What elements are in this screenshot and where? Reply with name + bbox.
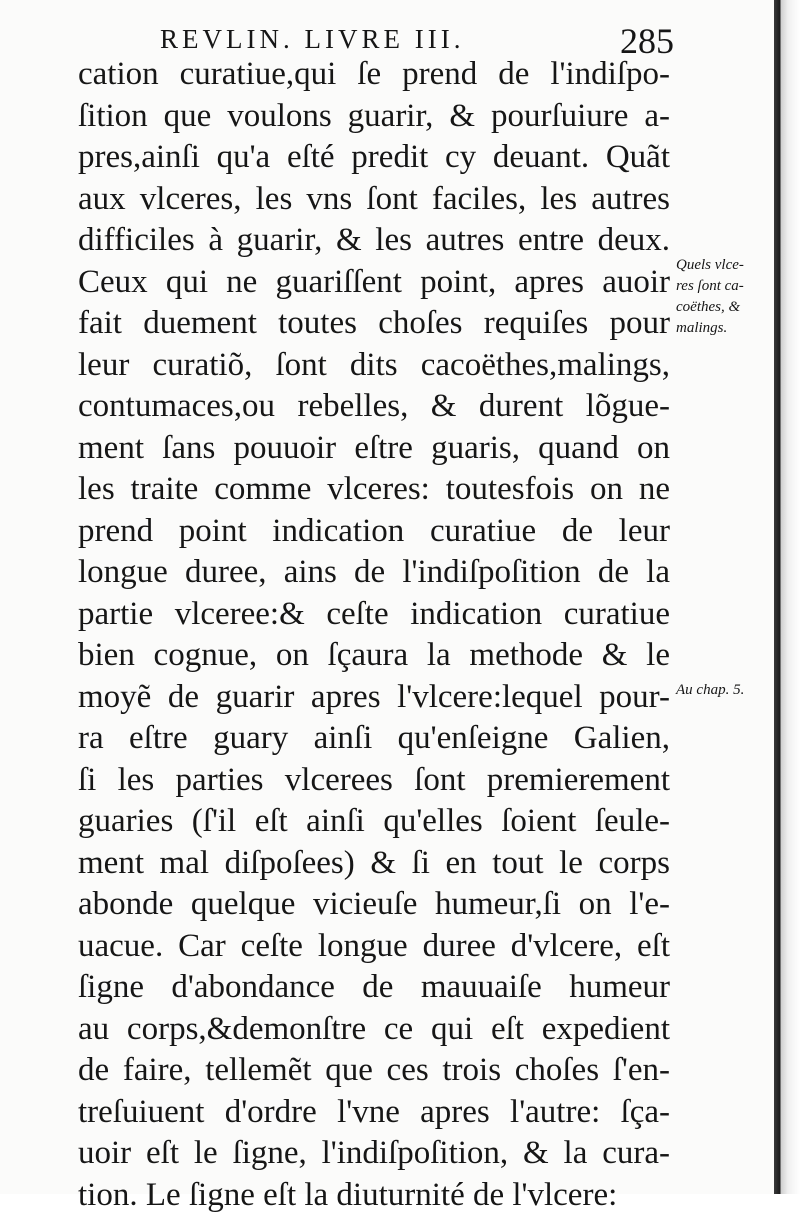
text-line: contumaces,ou rebelles, & durent lõgue- — [78, 386, 670, 428]
text-line: bien cognue, on ſçaura la methode & le — [78, 635, 670, 677]
text-line: ment ſans pouuoir eſtre guaris, quand on — [78, 428, 670, 470]
text-line: difficiles à guarir, & les autres entre deux. — [78, 220, 670, 262]
text-line: Ceux qui ne guariſſent point, apres auoir — [78, 262, 670, 304]
text-line: ſition que voulons guarir, & pourſuiure a- — [78, 96, 670, 138]
text-line: ment mal diſpoſees) & ſi en tout le corps — [78, 843, 670, 885]
marginal-note-line: res ſont ca- — [676, 276, 776, 297]
text-line: abonde quelque vicieuſe humeur,ſi on l'e- — [78, 884, 670, 926]
text-line: tion. Le ſigne eſt la diuturnité de l'vlcere: — [78, 1175, 670, 1216]
text-line: moyẽ de guarir apres l'vlcere:lequel pour- — [78, 677, 670, 719]
text-line: guaries (ſ'il eſt ainſi qu'elles ſoient ſeule- — [78, 801, 670, 843]
marginal-note-line: coëthes, & — [676, 297, 776, 318]
text-line: longue duree, ains de l'indiſpoſition de la — [78, 552, 670, 594]
text-line: treſuiuent d'ordre l'vne apres l'autre: ſça- — [78, 1092, 670, 1134]
text-line: prend point indication curatiue de leur — [78, 511, 670, 553]
text-line: les traite comme vlceres: toutesfois on ne — [78, 469, 670, 511]
marginal-note-line: malings. — [676, 318, 776, 339]
text-line: ſigne d'abondance de mauuaiſe humeur — [78, 967, 670, 1009]
text-line: cation curatiue,qui ſe prend de l'indiſpo- — [78, 54, 670, 96]
marginal-note-vlceres — [676, 255, 776, 339]
text-line: partie vlceree:& ceſte indication curatiue — [78, 594, 670, 636]
body-text — [78, 54, 670, 1216]
text-line: aux vlceres, les vns ſont faciles, les autres — [78, 179, 670, 221]
text-line: uacue. Car ceſte longue duree d'vlcere, eſt — [78, 926, 670, 968]
text-line: fait duement toutes choſes requiſes pour — [78, 303, 670, 345]
page-edge — [774, 0, 800, 1194]
running-title: REVLIN. LIVRE III. — [160, 24, 464, 55]
text-line: pres,ainſi qu'a eſté predit cy deuant. Quãt — [78, 137, 670, 179]
text-line: au corps,&demonſtre ce qui eſt expedient — [78, 1009, 670, 1051]
text-line: ra eſtre guary ainſi qu'enſeigne Galien, — [78, 718, 670, 760]
text-line: ſi les parties vlcerees ſont premierement — [78, 760, 670, 802]
text-line: de faire, tellemẽt que ces trois choſes ſ'en- — [78, 1050, 670, 1092]
marginal-note-galien-reference — [676, 680, 776, 701]
page-number: 285 — [620, 20, 674, 62]
text-line: uoir eſt le ſigne, l'indiſpoſition, & la cura- — [78, 1133, 670, 1175]
marginal-note-line: Au chap. 5. — [676, 680, 776, 701]
text-line: leur curatiõ, ſont dits cacoëthes,malings, — [78, 345, 670, 387]
marginal-note-line: Quels vlce- — [676, 255, 776, 276]
